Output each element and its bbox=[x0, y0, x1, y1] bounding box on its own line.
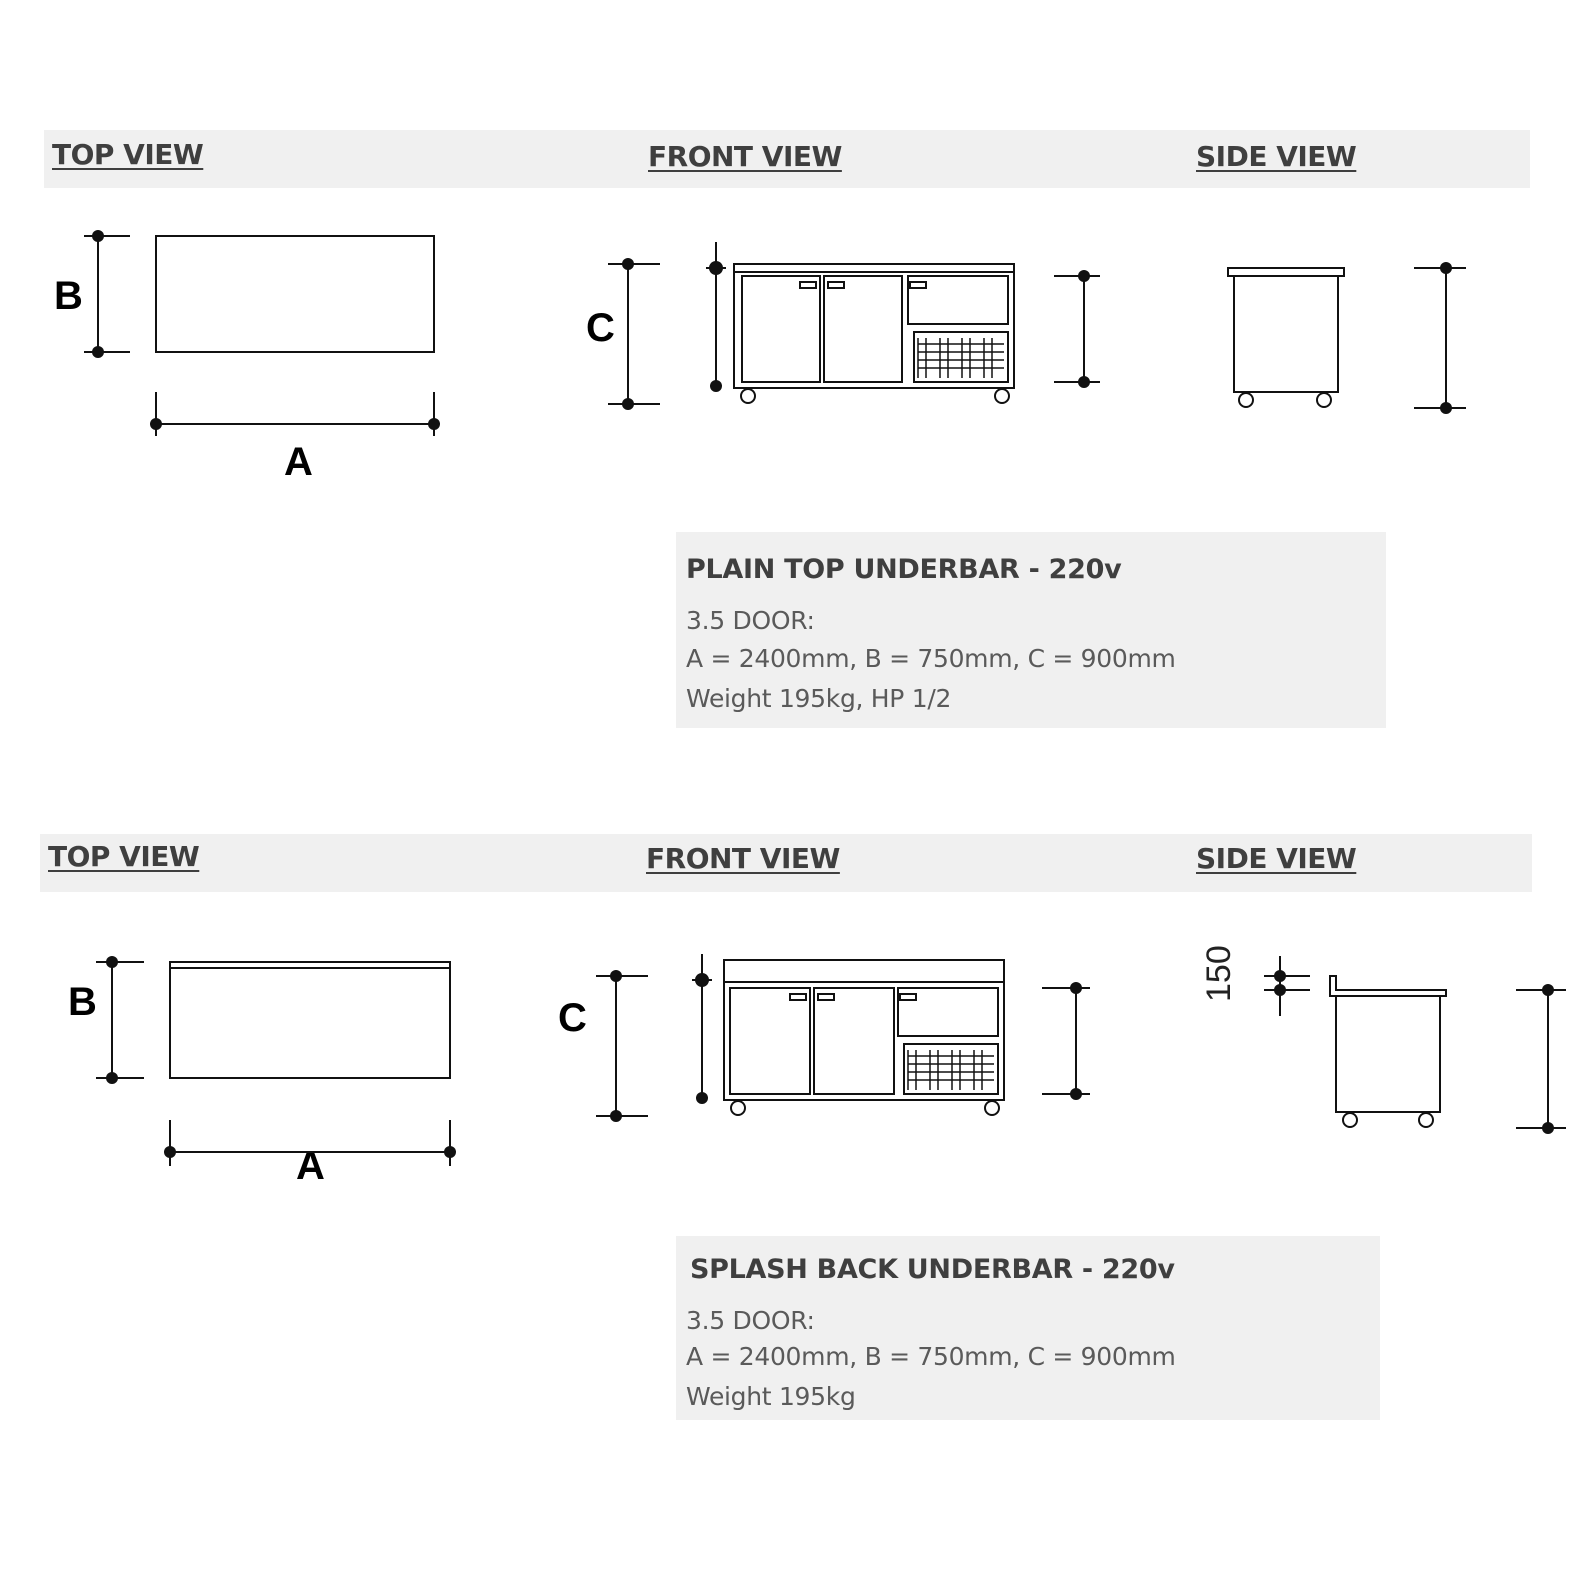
dim-label-splash-2: 150 bbox=[1200, 945, 1238, 1002]
spec-door-1: 3.5 DOOR: bbox=[686, 606, 815, 635]
front-view-drawing-2 bbox=[596, 954, 1090, 1116]
side-view-title-2: SIDE VIEW bbox=[1196, 842, 1357, 875]
dim-label-a-1: A bbox=[284, 440, 313, 484]
front-view-title-2: FRONT VIEW bbox=[646, 842, 840, 875]
dim-label-c-1: C bbox=[586, 306, 615, 350]
top-view-title-1: TOP VIEW bbox=[52, 138, 204, 171]
spec-door-2: 3.5 DOOR: bbox=[686, 1306, 815, 1335]
side-view-title-1: SIDE VIEW bbox=[1196, 140, 1357, 173]
top-view-drawing-1 bbox=[84, 236, 434, 436]
spec-dimensions-1: A = 2400mm, B = 750mm, C = 900mm bbox=[686, 644, 1176, 673]
spec-weight-2: Weight 195kg bbox=[686, 1382, 856, 1411]
front-view-title-1: FRONT VIEW bbox=[648, 140, 842, 173]
spec-title-2: SPLASH BACK UNDERBAR - 220v bbox=[690, 1254, 1175, 1285]
side-view-drawing-1 bbox=[1228, 268, 1466, 408]
dim-label-b-2: B bbox=[68, 980, 97, 1024]
spec-dimensions-2: A = 2400mm, B = 750mm, C = 900mm bbox=[686, 1342, 1176, 1371]
dim-label-b-1: B bbox=[54, 274, 83, 318]
spec-weight-1: Weight 195kg, HP 1/2 bbox=[686, 684, 952, 713]
spec-title-1: PLAIN TOP UNDERBAR - 220v bbox=[686, 554, 1122, 585]
top-view-drawing-2 bbox=[96, 962, 450, 1166]
dim-label-a-2: A bbox=[296, 1144, 325, 1188]
side-view-drawing-2 bbox=[1264, 956, 1566, 1128]
top-view-title-2: TOP VIEW bbox=[48, 840, 200, 873]
front-view-drawing-1 bbox=[608, 242, 1100, 404]
dim-label-c-2: C bbox=[558, 996, 587, 1040]
